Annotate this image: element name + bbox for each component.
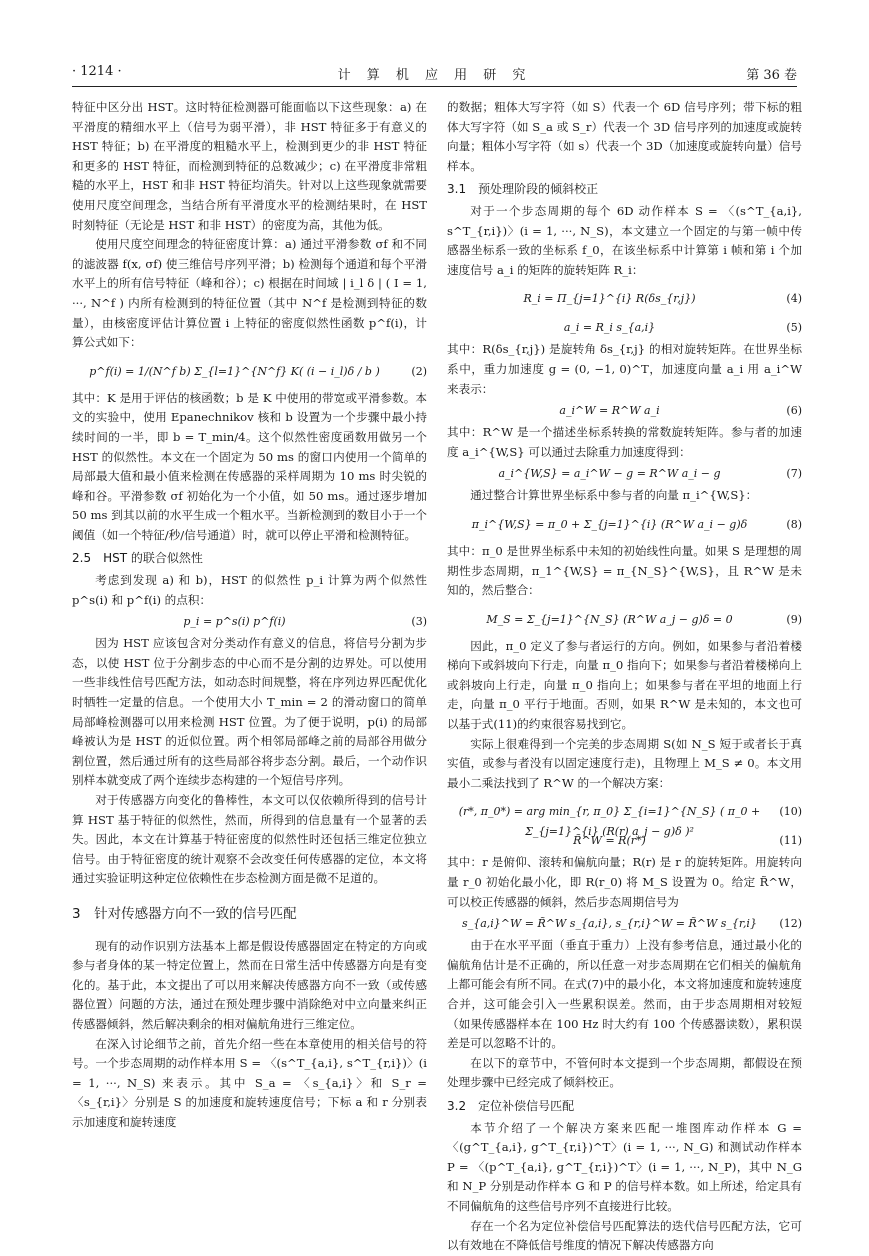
equation-number: (2) bbox=[411, 364, 427, 378]
equation-8 bbox=[447, 506, 802, 542]
section-heading-3: 3 针对传感器方向不一致的信号匹配 bbox=[72, 905, 297, 922]
header-rule bbox=[72, 86, 797, 87]
paragraph: 的数据；粗体大写字符（如 S）代表一个 6D 信号序列；带下标的粗体大写字符（如 S_a 或 S_r）代表一个 3D 信号序列的加速度或旋转向量；粗体小写字符（如 s）代表一个 3D（加速度或旋转向量）信号样本。 bbox=[447, 100, 802, 173]
paragraph: 其中：K 是用于评估的核函数；b 是 K 中使用的带宽或平滑参数。本文的实验中，使用 Epanechnikov 核和 b 设置为一个步骤中最小持续时间的一半，即 b = T_min/4。这个似然性密度函数用做另一个 HST 的似然性。本文在一个固定为 50 ms 的窗口内使用一个简单的局部最大值和最小值来检测在传感器的采样周期为 10 ms 时尖锐的峰和谷。平滑参数 σf 初始化为一个小值，如 50 ms。通过逐步增加 50 ms 到其以前的水平生成一个粗水平。当新检测到的数目小于一个阈值（如一个特征/秒/信号通道）时，就可以停止平滑和检测特征。 bbox=[72, 390, 427, 542]
paragraph: 通过整合计算世界坐标系中参与者的向量 π_i^{W,S}： bbox=[470, 488, 758, 503]
equation-number: (6) bbox=[786, 404, 802, 418]
right-column bbox=[447, 98, 802, 1256]
equation-9 bbox=[447, 601, 802, 637]
equation-body: (r*, π_0*) = arg min_{r, π_0} Σ_{i=1}^{N_S} ( π_0 + Σ_{j=1}^{i} (R(r) a_j − g)δ )² bbox=[458, 805, 761, 839]
page-header bbox=[72, 64, 797, 86]
volume-label: 第 36 卷 bbox=[746, 68, 797, 83]
paragraph: 对于一个步态周期的每个 6D 动作样本 S = 〈(s^T_{a,i}, s^T_{r,i})〉(i = 1, ···, N_S)，本文建立一个固定的与第一帧中传感器坐标系一致的坐标系 f_0，在该坐标系中计算第 i 帧和第 i 个加速度信号 a_i 的矩阵的旋转矩阵 R_i： bbox=[447, 203, 802, 277]
paragraph: 因为 HST 应该包含对分类动作有意义的信息，将信号分割为步态，以使 HST 位于分割步态的中心而不是分割的边界处。可以使用一些非线性信号匹配方法，如动态时间规整，将在序列边界匹配优化时牺牲一定量的信息。一个使用大小 T_min = 2 的滑动窗口的简单局部峰检测器可以用来检测 HST 位置。为了便于说明，p(i) 的局部峰被认为是 HST 的近似位置。两个相邻局部峰之前的局部谷用做分割位置，然后通过所有的这些局部谷将步态分割。最后，一个动作识别样本就变成了两个连续步态构建的一个短信号序列。 bbox=[72, 636, 427, 788]
paragraph: 在以下的章节中，不管何时本文提到一个步态周期，都假设在预处理步骤中已经完成了倾斜校正。 bbox=[447, 1055, 802, 1090]
paragraph: 由于在水平平面（垂直于重力）上没有参考信息，通过最小化的偏航角估计是不正确的，所以任意一对步态周期在它们相关的偏航角上都可能会有所不同。在式(7)中的最小化，本文将加速度和旋转速度合并，这可能会引入一些累积误差。然而，由于步态周期相对较短（如果传感器样本在 100 Hz 时大约有 100 个传感器读数），累积误差是可以忽略不计的。 bbox=[447, 938, 802, 1051]
equation-7 bbox=[447, 462, 802, 486]
equation-5 bbox=[447, 316, 802, 340]
equation-body: p_i = p^s(i) p^f(i) bbox=[183, 615, 286, 629]
paragraph: 其中：π_0 是世界坐标系中未知的初始线性向量。如果 S 是理想的周期性步态周期，π_1^{W,S} = π_{N_S}^{W,S}，且 R^W 是未知的，然后整合： bbox=[447, 543, 802, 598]
equation-6 bbox=[447, 399, 802, 423]
left-column bbox=[72, 98, 427, 1133]
equation-10 bbox=[447, 793, 802, 839]
paragraph: 本节介绍了一个解决方案来匹配一堆图库动作样本 G = 〈(g^T_{a,i}, g^T_{r,i})^T〉(i = 1, ···, N_G) 和测试动作样本 P = 〈(p^T_{a,i}, g^T_{r,i})^T〉(i = 1, ···, N_P)，其中 N_G 和 N_P 分别是动作样本 G 和 P 的信号样本数。如上所述，给定具有不同偏航角的这些信号序列不直接进行比较。 bbox=[447, 1120, 802, 1213]
section-heading-2-5: 2.5 HST 的联合似然性 bbox=[72, 551, 203, 566]
equation-body: R_i = Π_{j=1}^{i} R(δs_{r,j}) bbox=[523, 292, 696, 306]
paragraph: 其中：r 是俯仰、滚转和偏航向量；R(r) 是 r 的旋转矩阵。用旋转向量 r_0 初始化最小化，即 R(r_0) 将 M_S 设置为 0。给定 R̃^W，可以校正传感器的倾斜，然后步态周期信号为 bbox=[447, 855, 802, 909]
paragraph: 特征中区分出 HST。这时特征检测器可能面临以下这些现象：a) 在平滑度的精细水平上（信号为弱平滑），非 HST 特征多于有意义的 HST 特征；b) 在平滑度的粗糙水平上，检测到更少的非 HST 特征和更多的 HST 特征，而检测到特征的总数减少；c) 在平滑度非常粗糙的水平上，HST 和非 HST 特征均消失。针对以上这些现象就需要使用尺度空间理念，当结合所有平滑度水平的检测结果时，在 HST 时刻特征（无论是 HST 和非 HST）的密度为高，其他为低。 bbox=[72, 100, 427, 232]
paragraph: 其中：R^W 是一个描述坐标系转换的常数旋转矩阵。参与者的加速度 a_i^{W,S} 可以通过去除重力加速度得到： bbox=[447, 425, 802, 459]
paragraph: 对于传感器方向变化的鲁棒性，本文可以仅依赖所得到的信号计算 HST 基于特征的似然性，然而，所得到的信息量有一个显著的丢失。因此，本文在计算基于特征密度的似然性时还包括三维定位独立信号。由于特征密度的统计观察不会改变任何传感器的定位，本文将通过实验证明这种定位依赖性在步态检测方面是微不足道的。 bbox=[72, 793, 427, 886]
paragraph: 在深入讨论细节之前，首先介绍一些在本章使用的相关信号的符号。一个步态周期的动作样本用 S = 〈(s^T_{a,i}, s^T_{r,i})〉(i = 1, ···, N_S) 来表示。其中 S_a = 〈s_{a,i}〉和 S_r = 〈s_{r,i}〉分别是 S 的加速度和旋转速度信号；下标 a 和 r 分别表示加速度和旋转速度 bbox=[72, 1036, 427, 1129]
equation-number: (10) bbox=[779, 805, 802, 819]
paragraph: 其中：R(δs_{r,j}) 是旋转角 δs_{r,j} 的相对旋转矩阵。在世界坐标系中，重力加速度 g = (0, −1, 0)^T，加速度向量 a_i 用 a_i^W 来表示： bbox=[447, 342, 802, 396]
equation-11 bbox=[447, 829, 802, 853]
equation-number: (11) bbox=[779, 834, 802, 848]
equation-number: (5) bbox=[786, 321, 802, 335]
equation-body: M_S = Σ_{j=1}^{N_S} (R^W a_j − g)δ = 0 bbox=[486, 612, 733, 626]
equation-body: a_i^W = R^W a_i bbox=[559, 404, 660, 418]
section-heading-3-1: 3.1 预处理阶段的倾斜校正 bbox=[447, 182, 599, 197]
equation-body: s_{a,i}^W = R̃^W s_{a,i}, s_{r,i}^W = R̃^W s_{r,i} bbox=[462, 917, 757, 931]
paragraph: 存在一个名为定位补偿信号匹配算法的迭代信号匹配方法，它可以有效地在不降低信号维度的情况下解决传感器方向 bbox=[447, 1218, 802, 1253]
equation-2 bbox=[72, 353, 427, 389]
paragraph: 使用尺度空间理念的特征密度计算：a) 通过平滑参数 σf 和不同的滤波器 f(x, σf) 使三维信号序列平滑；b) 检测每个通道和每个平滑水平上的所有信号特征（峰和谷）；c) 根据在时间域 | i_l δ | ( I = 1, ···, N^f ) 内所有检测到的特征位置（其中 N^f 是检测到特征的数量），由核密度评估计算位置 i 上特征的密度似然性函数 p^f(i)，计算公式如下： bbox=[72, 237, 427, 350]
equation-body: R̃^W = R(r*) bbox=[573, 834, 646, 848]
page-number: · 1214 · bbox=[72, 64, 122, 79]
equation-number: (7) bbox=[786, 467, 802, 481]
paragraph: 考虑到发现 a) 和 b)，HST 的似然性 p_i 计算为两个似然性 p^s(i) 和 p^f(i) 的点积： bbox=[72, 573, 427, 607]
paragraph: 实际上很难得到一个完美的步态周期 S(如 N_S 短于或者长于真实值，或参与者没有以固定速度行走)，且物理上 M_S ≠ 0。本文用最小二乘法找到了 R^W 的一个解决方案： bbox=[447, 736, 802, 790]
equation-number: (3) bbox=[411, 615, 427, 629]
equation-number: (8) bbox=[786, 517, 802, 531]
equation-body: a_i^{W,S} = a_i^W − g = R^W a_i − g bbox=[498, 467, 721, 481]
equation-body: p^f(i) = 1/(N^f b) Σ_{l=1}^{N^f} K( (i − i_l)δ / b ) bbox=[89, 364, 380, 378]
paragraph: 现有的动作识别方法基本上都是假设传感器固定在特定的方向或参与者身体的某一特定位置上，然而在日常生活中传感器方向是有变化的。基于此，本文提出了可以用来解决传感器方向不一致（或传感器位置）问题的方法，通过在预处理步骤中消除绝对中立向量来纠正传感器倾斜，然后解决剩余的相对偏航角进行三维定位。 bbox=[72, 938, 427, 1031]
paragraph: 因此，π_0 定义了参与者运行的方向。例如，如果参与者沿着楼梯向下或斜坡向下行走，向量 π_0 指向下；如果参与者沿着楼梯向上或斜坡向上行走，向量 π_0 指向上；如果参与者在平坦的地面上行走，向量 π_0 平行于地面。否则，如果 R^W 是未知的，本文也可以基于式(11)的约束很容易找到它。 bbox=[447, 638, 802, 732]
equation-number: (12) bbox=[779, 917, 802, 931]
equation-3 bbox=[72, 610, 427, 634]
section-heading-3-2: 3.2 定位补偿信号匹配 bbox=[447, 1098, 575, 1113]
equation-4 bbox=[447, 280, 802, 316]
equation-number: (9) bbox=[786, 612, 802, 626]
equation-body: a_i = R_i s_{a,i} bbox=[563, 321, 656, 335]
equation-12 bbox=[447, 912, 802, 936]
equation-number: (4) bbox=[786, 292, 802, 306]
equation-body: π_i^{W,S} = π_0 + Σ_{j=1}^{i} (R^W a_i − g)δ bbox=[471, 517, 748, 531]
journal-title: 计 算 机 应 用 研 究 bbox=[337, 68, 532, 83]
